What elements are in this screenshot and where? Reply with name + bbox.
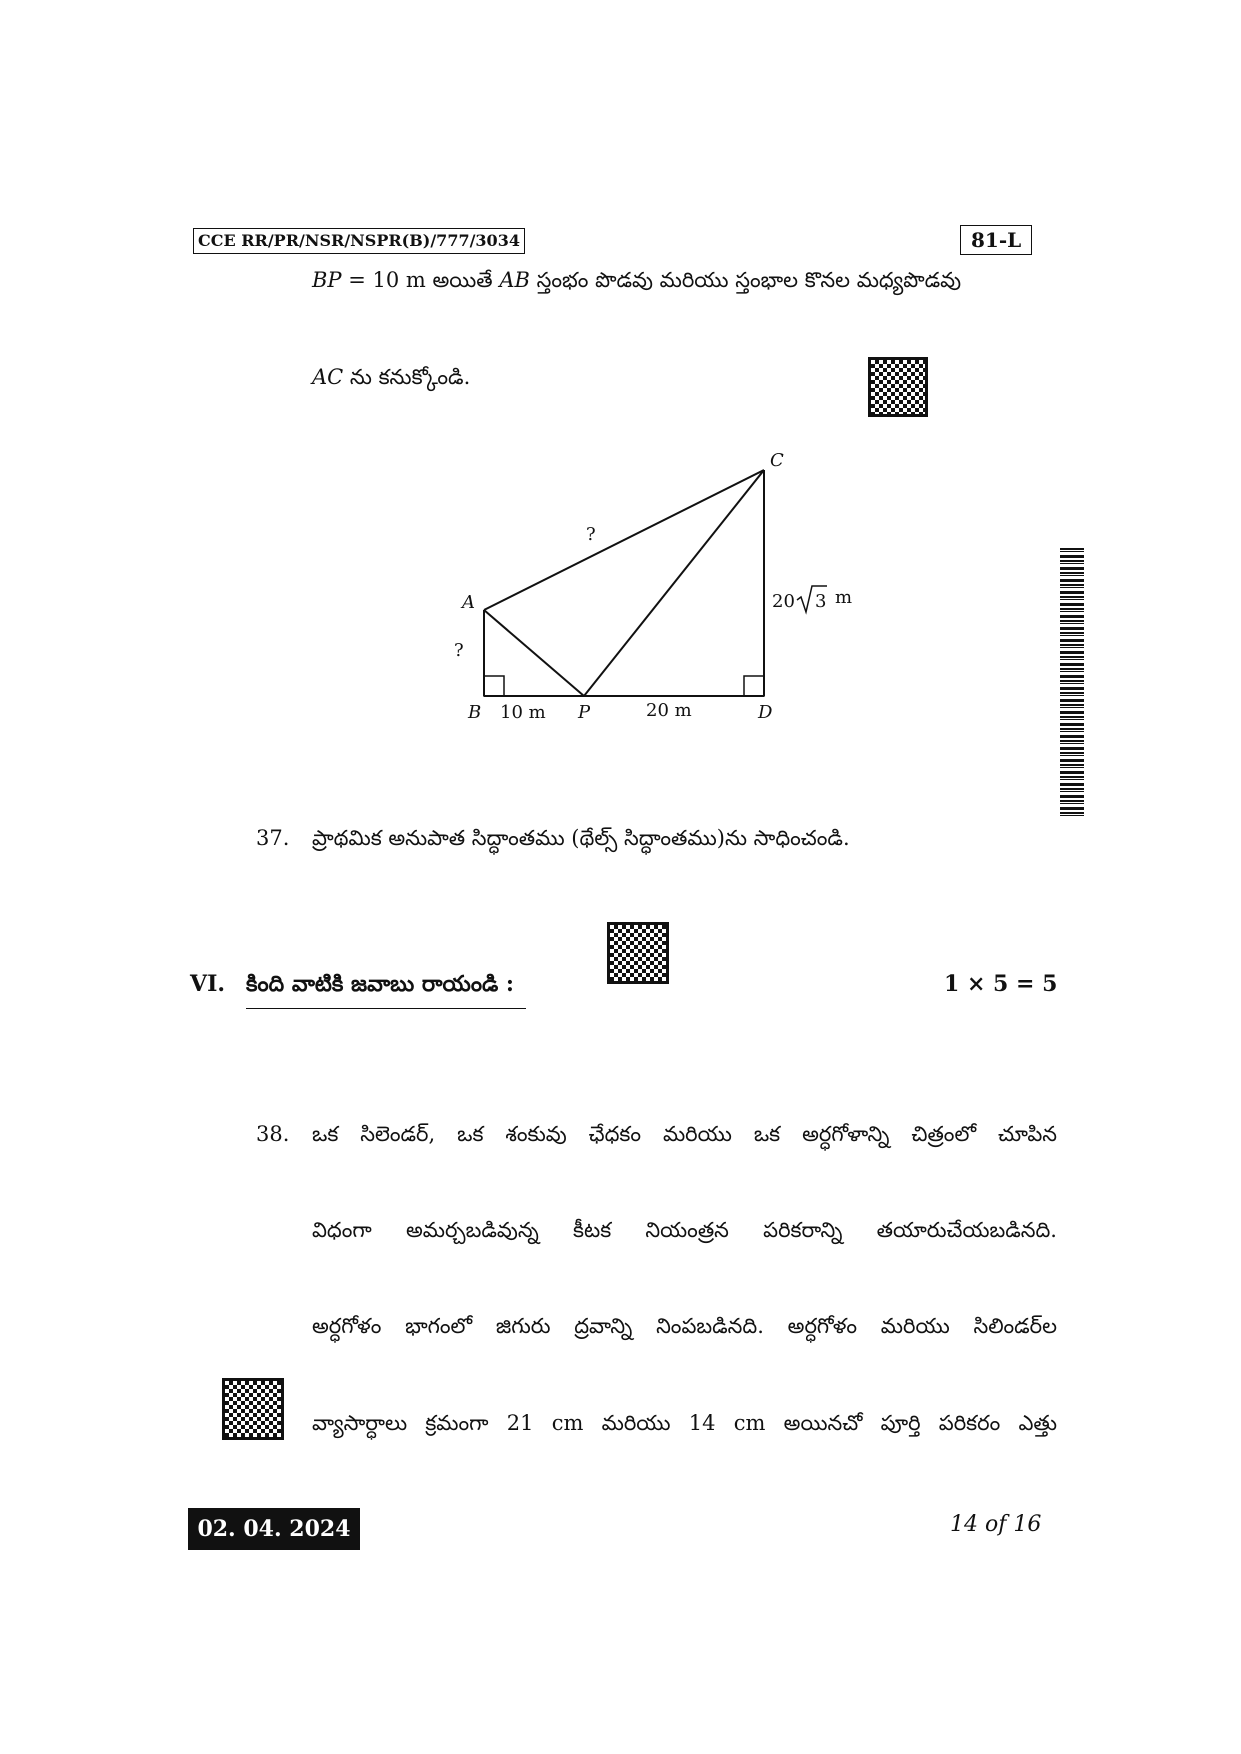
right-angle-d [744,676,764,696]
right-angle-b [484,676,504,696]
qr-code-3 [222,1378,284,1440]
label-pd-length: 20 m [646,700,692,721]
q37-number: 37. [256,826,290,850]
segment-ap [484,610,584,696]
label-ab-unknown: ? [454,640,464,661]
q36-text-3: ను కనుక్కోండి. [343,365,471,389]
page-number: 14 of 16 [950,1512,1042,1537]
label-cd-unit: m [835,587,853,608]
label-bp-length: 10 m [500,702,546,723]
q38-line-1: ఒక సిలెండర్, ఒక శంకువు ఛేధకం మరియు ఒక అర్ధగోళాన్ని చిత్రంలో చూపిన [312,1122,1057,1146]
exam-code: CCE RR/PR/NSR/NSPR(B)/777/3034 [193,228,525,254]
q36-text-2: స్తంభం పొడవు మరియు స్తంభాల కొనల మధ్యపొడవు [529,268,962,292]
q38-line-2: విధంగా అమర్చబడివున్న కీటక నియంత్రన పరికరాన్ని తయారుచేయబడినది. [312,1218,1057,1242]
q36-var-ab: AB [499,268,530,292]
q36-var-ac: AC [312,365,344,389]
label-p: P [578,702,591,723]
tower-figure [440,440,880,730]
section-marks: 1 × 5 = 5 [944,971,1058,997]
label-b: B [468,702,482,723]
q36-text-1: = 10 m అయితే [341,268,500,292]
exam-date: 02. 04. 2024 [188,1508,360,1550]
q37-text: ప్రాథమిక అనుపాత సిద్ధాంతము (థేల్స్ సిద్ధాంతము)ను సాధించండి. [312,826,850,850]
label-c: C [770,450,784,471]
q38-line-4: వ్యాసార్ధాలు క్రమంగా 21 cm మరియు 14 cm అయినచో పూర్తి పరికరం ఎత్తు [312,1411,1057,1435]
paper-code: 81-L [960,225,1032,255]
label-d: D [758,702,773,723]
section-numeral: VI. [190,971,226,997]
label-ac-unknown: ? [586,524,596,545]
section-title: కింది వాటికి జవాబు రాయండి : [246,971,515,997]
segment-ac [484,470,764,610]
segment-pc [584,470,764,696]
qr-code-1 [868,357,928,417]
q38-number: 38. [256,1122,290,1146]
q36-line-2 [312,362,470,392]
q36-line-1 [312,265,961,295]
label-a: A [462,592,475,613]
qr-code-2 [607,922,669,984]
side-barcode [1060,548,1084,818]
section-title-underline [246,1008,526,1009]
q38-line-3: అర్ధగోళం భాగంలో జిగురు ద్రవాన్ని నింపబడినది. అర్ధగోళం మరియు సిలిండర్‌ల [312,1314,1057,1338]
label-cd-radicand: 3 [815,591,827,612]
label-cd-number: 20 [772,591,795,612]
q36-var-bp: BP [312,268,342,292]
